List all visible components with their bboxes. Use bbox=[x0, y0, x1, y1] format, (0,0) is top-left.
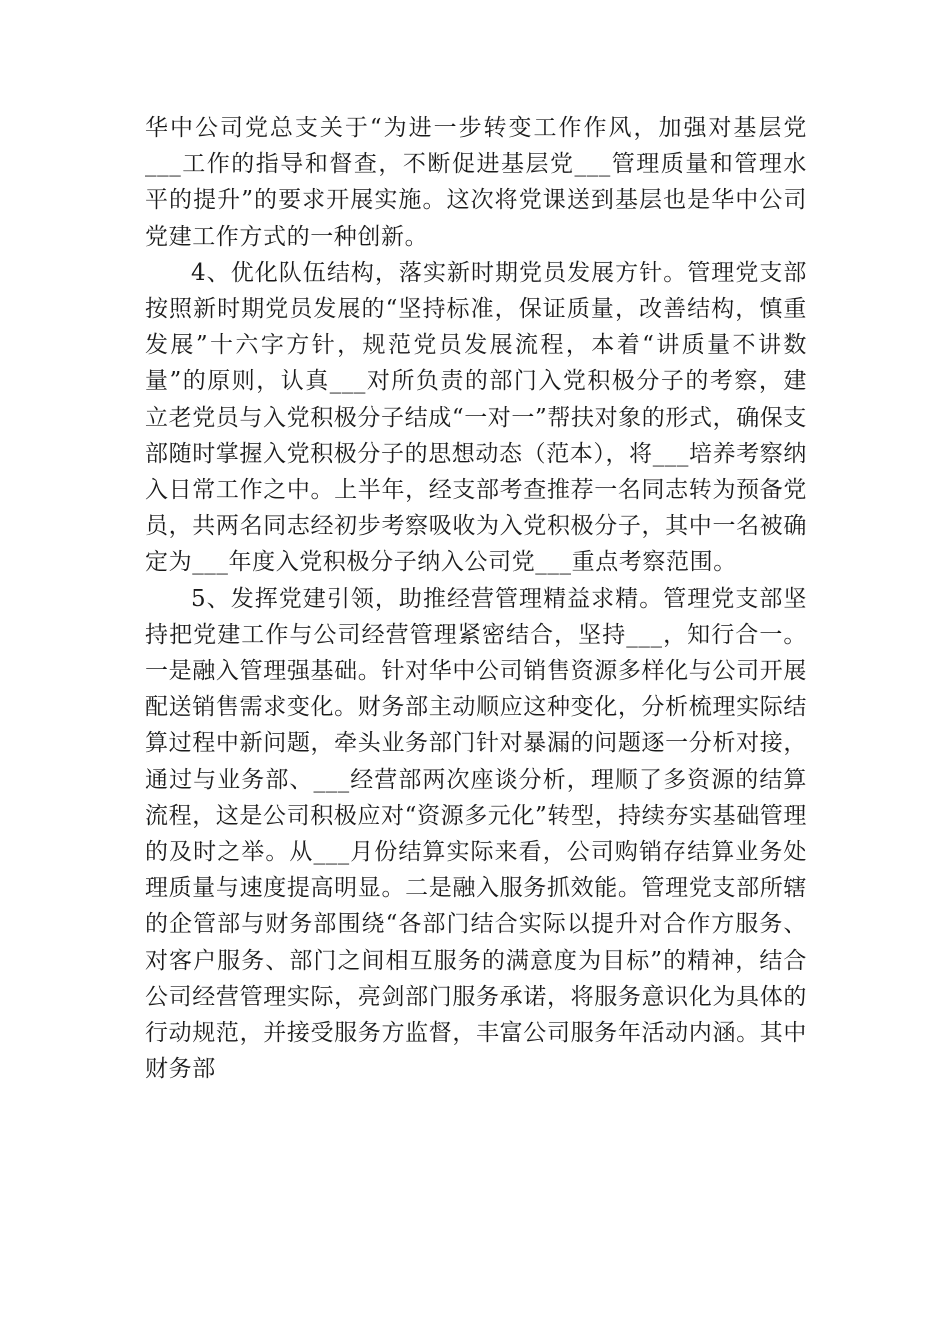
paragraph-item-5: 5、发挥党建引领，助推经营管理精益求精。管理党支部坚持把党建工作与公司经营管理紧密结合，坚持___，知行合一。一是融入管理强基础。针对华中公司销售资源多样化与公司开展配送销售需求变化。财务部主动顺应这种变化，分析梳理实际结算过程中新问题，牵头业务部门针对暴漏的问题逐一分析对接，通过与业务部、___经营部两次座谈分析，理顺了多资源的结算流程，这是公司积极应对“资源多元化”转型，持续夯实基础管理的及时之举。从___月份结算实际来看，公司购销存结算业务处理质量与速度提高明显。二是融入服务抓效能。管理党支部所辖的企管部与财务部围绕“各部门结合实际以提升对合作方服务、对客户服务、部门之间相互服务的满意度为目标”的精神，结合公司经营管理实际，亮剑部门服务承诺，将服务意识化为具体的行动规范，并接受服务方监督，丰富公司服务年活动内涵。其中财务部 bbox=[145, 585, 807, 1083]
paragraph-item-4: 4、优化队伍结构，落实新时期党员发展方针。管理党支部按照新时期党员发展的“坚持标准，保证质量，改善结构，慎重发展”十六字方针，规范党员发展流程，本着“讲质量不讲数量”的原则，认真___对所负责的部门入党积极分子的考察，建立老党员与入党积极分子结成“一对一”帮扶对象的形式，确保支部随时掌握入党积极分子的思想动态（范本），将___培养考察纳入日常工作之中。上半年，经支部考查推荐一名同志转为预备党员，共两名同志经初步考察吸收为入党积极分子，其中一名被确定为___年度入党积极分子纳入公司党___重点考察范围。 bbox=[145, 259, 807, 576]
document-body bbox=[145, 110, 807, 1087]
paragraph-continuation: 华中公司党总支关于“为进一步转变工作作风，加强对基层党___工作的指导和督查，不断促进基层党___管理质量和管理水平的提升”的要求开展实施。这次将党课送到基层也是华中公司党建工作方式的一种创新。 bbox=[145, 115, 807, 250]
